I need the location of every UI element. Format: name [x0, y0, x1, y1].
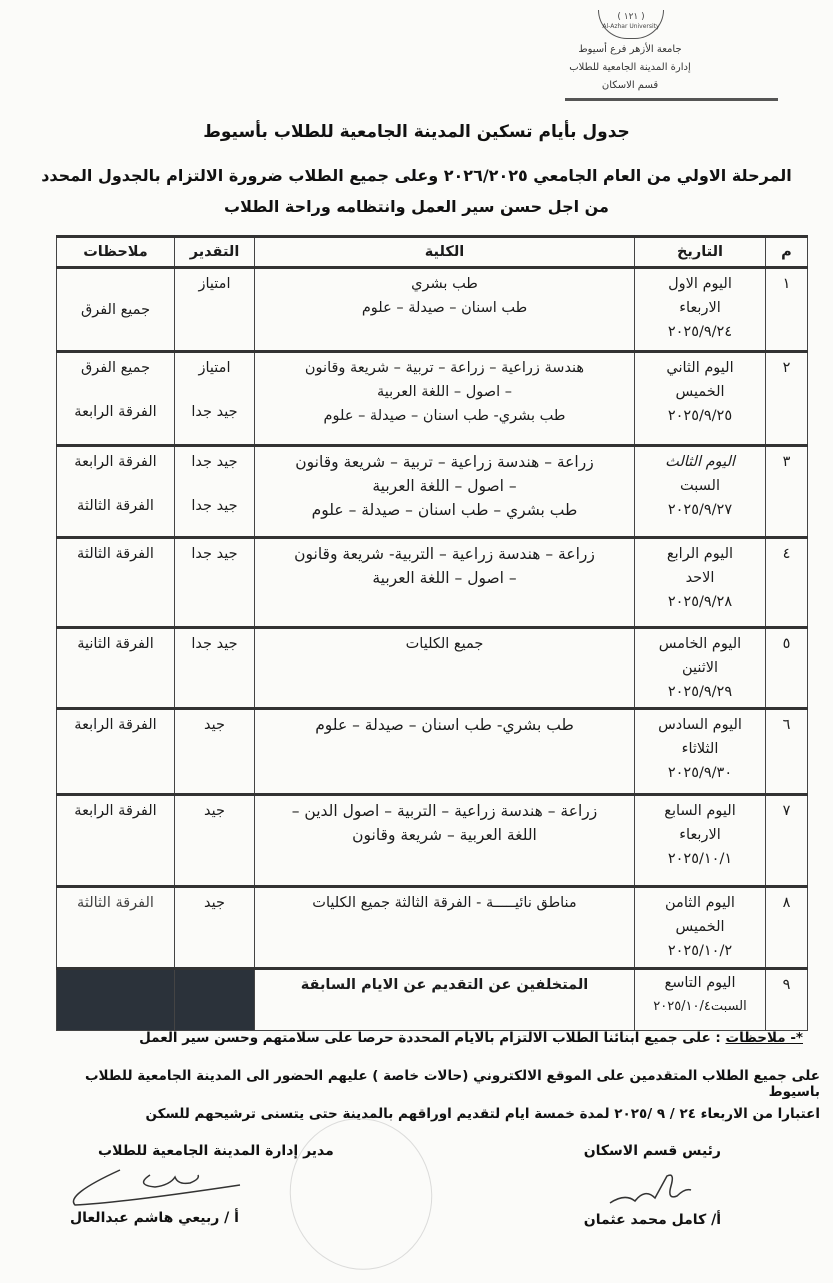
- row-grade-cell: [175, 709, 255, 795]
- row-date-cell: [635, 969, 766, 1031]
- note-line-2: على جميع الطلاب المتقدمين على الموقع الالكتروني (حالات خاصة ) عليهم الحضور الى المدينة الجامعية للطلاب باسيوط: [84, 1068, 820, 1100]
- college-line: جميع الكليات: [405, 636, 484, 652]
- row-weekday: الخميس: [675, 919, 725, 935]
- row-day: اليوم الخامس: [658, 636, 742, 652]
- table-row: [57, 969, 808, 1031]
- row-college-cell: [255, 887, 635, 969]
- row-notes-cell-blacked: [57, 969, 175, 1031]
- grade-value: امتياز: [198, 276, 231, 292]
- row-date-cell: [635, 887, 766, 969]
- signature-title-left: مدير إدارة المدينة الجامعية للطلاب: [98, 1143, 334, 1159]
- row-college-cell: [255, 969, 635, 1031]
- college-line: زراعة – هندسة زراعية – التربية- شريعة وقانون: [294, 545, 595, 563]
- row-date: ٢٠٢٥/٩/٢٩: [667, 684, 733, 700]
- row-num: ٨: [766, 887, 808, 969]
- table-row: [57, 446, 808, 538]
- row-grade-cell: [175, 538, 255, 628]
- row-date: ٢٠٢٥/١٠/٢: [667, 943, 733, 959]
- row-day: اليوم الثاني: [666, 360, 734, 376]
- table-row: [57, 268, 808, 352]
- row-notes-cell: [57, 709, 175, 795]
- signature-name-left: أ / ربيعي هاشم عبدالعال: [70, 1210, 239, 1226]
- table-row: [57, 887, 808, 969]
- row-day: اليوم السابع: [664, 803, 736, 819]
- row-weekday: الاحد: [685, 570, 715, 586]
- notes-value: الفرقة الرابعة: [74, 717, 157, 733]
- grade-value: جيد جدا: [191, 546, 238, 562]
- row-day: اليوم السادس: [658, 717, 742, 733]
- row-notes-cell: [57, 268, 175, 352]
- row-grade-cell: [175, 268, 255, 352]
- notes-value: الفرقة الثالثة: [77, 895, 154, 911]
- header-grade: التقدير: [175, 237, 255, 268]
- grade-value: جيد جدا: [191, 404, 238, 420]
- letterhead-university: جامعة الأزهر فرع أسيوط: [578, 44, 682, 55]
- signature-name-right: أ/ كامل محمد عثمان: [583, 1212, 721, 1228]
- row-grade-cell: [175, 795, 255, 887]
- row-num: ٦: [766, 709, 808, 795]
- college-line: طب بشري- طب اسنان – صيدلة – علوم: [323, 408, 566, 424]
- row-weekday: الاربعاء: [679, 827, 721, 843]
- college-line: اللغة العربية – شريعة وقانون: [352, 826, 537, 844]
- grade-value: جيد: [204, 803, 225, 819]
- row-day: اليوم الرابع: [666, 546, 734, 562]
- row-notes-cell: [57, 795, 175, 887]
- college-line: طب بشري- طب اسنان – صيدلة – علوم: [315, 716, 574, 734]
- row-date-cell: [635, 628, 766, 709]
- row-date: ٢٠٢٥/٩/٢٧: [667, 502, 733, 518]
- notes-value: جميع الفرق: [80, 301, 151, 318]
- grade-value: جيد جدا: [191, 636, 238, 652]
- row-notes-cell: [57, 538, 175, 628]
- row-grade-cell: [175, 887, 255, 969]
- row-college-cell: [255, 268, 635, 352]
- signature-scribble-right: [605, 1168, 695, 1213]
- row-day: اليوم التاسع: [664, 975, 736, 991]
- row-date: ٢٠٢٥/٩/٢٨: [667, 594, 733, 610]
- grade-value: جيد: [204, 717, 225, 733]
- table-header-row: [57, 237, 808, 268]
- college-line: طب اسنان – صيدلة – علوم: [361, 300, 528, 316]
- header-num: م: [766, 237, 808, 268]
- row-grade-cell: [175, 628, 255, 709]
- row-college-cell: [255, 628, 635, 709]
- row-weekday: الخميس: [675, 384, 725, 400]
- row-weekday-date: [641, 997, 759, 1021]
- header-college: الكلية: [255, 237, 635, 268]
- row-college-cell: [255, 446, 635, 538]
- grade-value: جيد جدا: [191, 498, 238, 514]
- official-stamp: [276, 1105, 446, 1283]
- row-notes-cell: [57, 887, 175, 969]
- notes-value: الفرقة الثالثة: [77, 546, 154, 562]
- schedule-table: [56, 235, 808, 1031]
- header-notes: ملاحظات: [57, 237, 175, 268]
- row-date: ٢٠٢٥/١٠/١: [667, 851, 733, 867]
- row-notes-cell: [57, 446, 175, 538]
- document-subtitle-2: من اجل حسن سير العمل وانتظامه وراحة الطلاب: [224, 197, 609, 216]
- letterhead-administration: إدارة المدينة الجامعية للطلاب: [569, 62, 691, 73]
- college-line: زراعة – هندسة زراعية – تربية – شريعة وقانون: [295, 453, 594, 471]
- row-num: ٤: [766, 538, 808, 628]
- header-date: التاريخ: [635, 237, 766, 268]
- college-line: هندسة زراعية – زراعة – تربية – شريعة وقانون: [304, 360, 585, 376]
- notes-value: الفرقة الثالثة: [77, 498, 154, 514]
- college-line: طب بشري: [411, 276, 478, 292]
- letterhead-department: قسم الاسكان: [601, 80, 659, 91]
- row-date-cell: [635, 268, 766, 352]
- row-college-cell: [255, 795, 635, 887]
- row-date: ٢٠٢٥/١٠/٤: [653, 999, 711, 1014]
- row-grade-cell: [175, 352, 255, 446]
- note-line-3: اعتبارا من الاربعاء ٢٤ / ٩ /٢٠٢٥ لمدة خمسة ايام لتقديم اوراقهم بالمدينة حتى يتسنى ترشيحهم للسكن: [145, 1106, 820, 1122]
- row-college-cell: [255, 709, 635, 795]
- row-num: ٧: [766, 795, 808, 887]
- note-line-1: [13, 1030, 803, 1046]
- college-line: طب بشري – طب اسنان – صيدلة – علوم: [311, 501, 578, 519]
- row-date: ٢٠٢٥/٩/٢٥: [667, 408, 733, 424]
- row-weekday: الاربعاء: [679, 300, 721, 316]
- row-num: ١: [766, 268, 808, 352]
- row-college-cell: [255, 352, 635, 446]
- row-day: اليوم الثالث: [665, 454, 735, 470]
- row-day: اليوم الثامن: [665, 895, 735, 911]
- college-line: – اصول – اللغة العربية: [372, 477, 517, 495]
- university-logo: [598, 10, 664, 39]
- row-date: ٢٠٢٥/٩/٣٠: [667, 765, 733, 781]
- row-num: ٩: [766, 969, 808, 1031]
- row-weekday: الاثنين: [681, 660, 719, 676]
- document-title: جدول بأيام تسكين المدينة الجامعية للطلاب بأسيوط: [203, 122, 630, 142]
- table-row: [57, 538, 808, 628]
- row-date-cell: [635, 538, 766, 628]
- row-date-cell: [635, 352, 766, 446]
- row-date: ٢٠٢٥/٩/٢٤: [667, 324, 733, 340]
- notes-value: الفرقة الرابعة: [74, 454, 157, 470]
- college-line: مناطق نائيـــــة - الفرقة الثالثة جميع الكليات: [312, 895, 577, 911]
- grade-value: امتياز: [198, 360, 231, 376]
- college-line: – اصول – اللغة العربية: [372, 569, 517, 587]
- notes-value: الفرقة الثانية: [77, 636, 154, 652]
- logo-caption: Al-Azhar University: [602, 23, 660, 30]
- row-day: اليوم الاول: [668, 276, 732, 292]
- signature-scribble-left: [60, 1165, 250, 1215]
- grade-value: جيد: [204, 895, 225, 911]
- table-row: [57, 709, 808, 795]
- row-date-cell: [635, 446, 766, 538]
- table-row: [57, 628, 808, 709]
- document-subtitle: المرحلة الاولي من العام الجامعي ٢٠٢٦/٢٠٢٥ وعلى جميع الطلاب ضرورة الالتزام بالجدول المحدد: [41, 166, 792, 185]
- notes-value: الفرقة الرابعة: [74, 803, 157, 819]
- row-weekday: السبت: [680, 478, 720, 494]
- row-notes-cell: [57, 628, 175, 709]
- note-text: : على جميع ابنائنا الطلاب الالتزام بالايام المحددة حرصا على سلامتهم وحسن سير العمل: [139, 1030, 726, 1046]
- table-row: [57, 795, 808, 887]
- table-row: [57, 352, 808, 446]
- row-num: ٥: [766, 628, 808, 709]
- grade-value: جيد جدا: [191, 454, 238, 470]
- letterhead-divider: [565, 98, 778, 101]
- row-num: ٢: [766, 352, 808, 446]
- notes-value: جميع الفرق: [80, 360, 151, 376]
- logo-number: ( ١٢١ ): [617, 12, 645, 22]
- row-num: ٣: [766, 446, 808, 538]
- signature-title-right: رئيس قسم الاسكان: [583, 1143, 721, 1159]
- row-grade-cell-blacked: [175, 969, 255, 1031]
- row-grade-cell: [175, 446, 255, 538]
- notes-value: الفرقة الرابعة: [74, 404, 157, 420]
- row-weekday: الثلاثاء: [681, 741, 719, 757]
- note-label: *- ملاحظات: [725, 1030, 803, 1046]
- row-weekday: السبت: [710, 999, 747, 1014]
- row-date-cell: [635, 709, 766, 795]
- college-line: المتخلفين عن التقديم عن الايام السابقة: [300, 977, 589, 993]
- row-notes-cell: [57, 352, 175, 446]
- row-college-cell: [255, 538, 635, 628]
- college-line: زراعة – هندسة زراعية – التربية – اصول الدين –: [291, 802, 598, 820]
- college-line: – اصول – اللغة العربية: [377, 384, 512, 400]
- row-date-cell: [635, 795, 766, 887]
